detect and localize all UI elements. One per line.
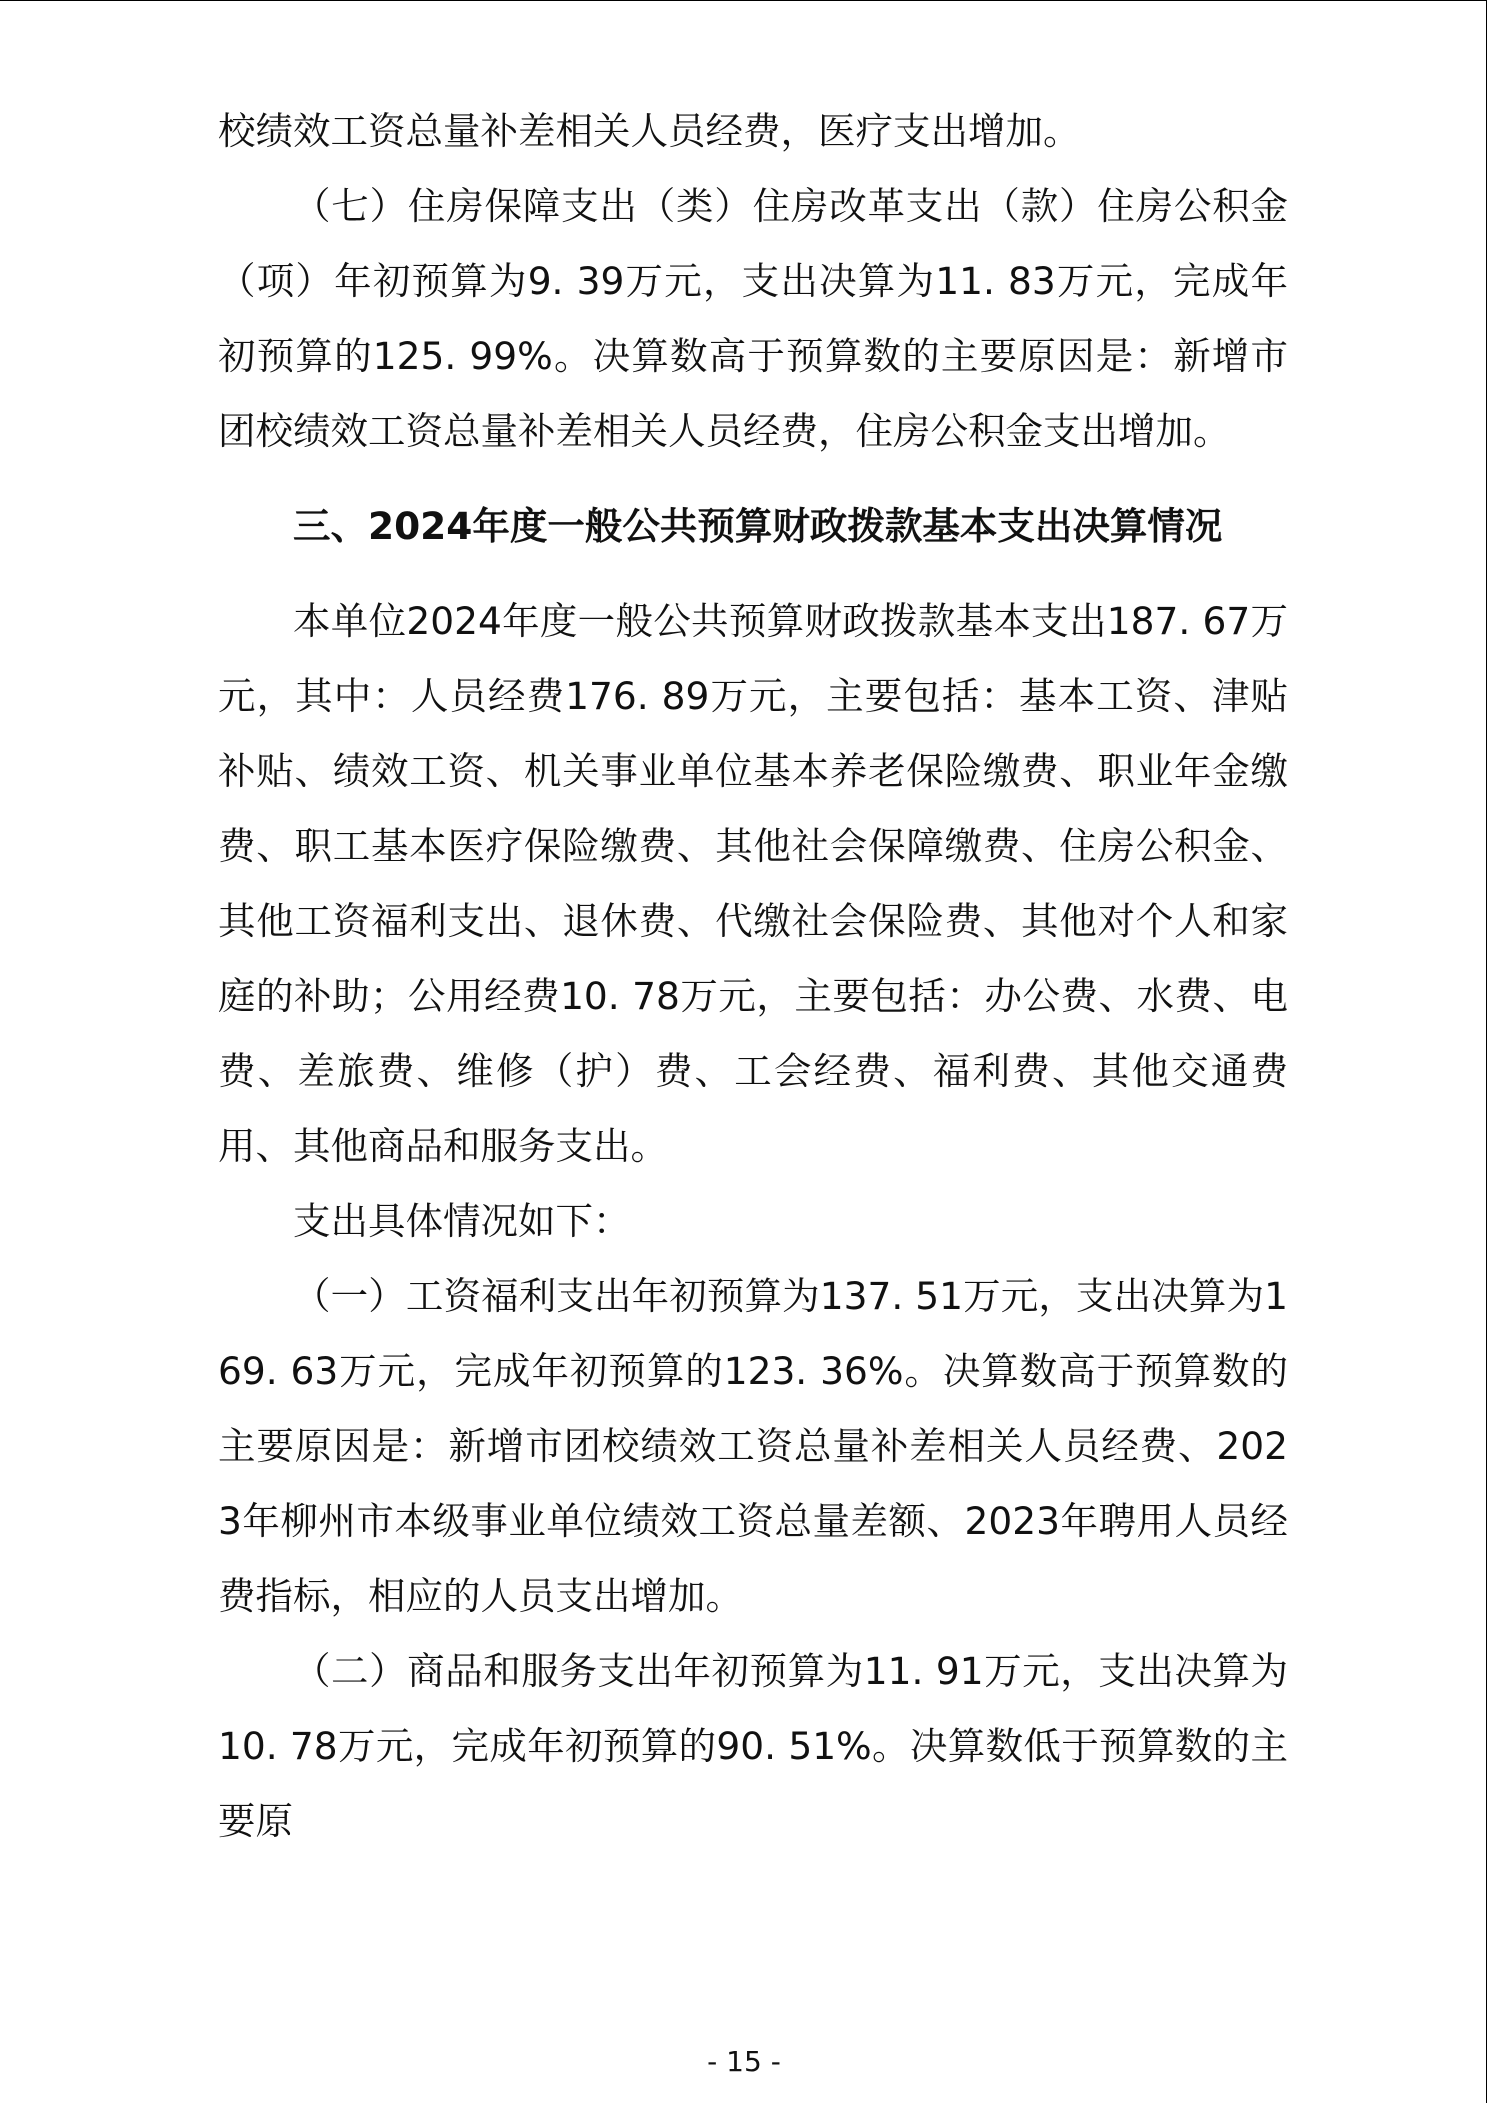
document-body	[218, 94, 1288, 1859]
paragraph-medical-continuation: 校绩效工资总量补差相关人员经费，医疗支出增加。	[218, 109, 1081, 153]
section-heading: 三、2024年度一般公共预算财政拨款基本支出决算情况	[293, 504, 1223, 548]
paragraph-goods-services: （二）商品和服务支出年初预算为11. 91万元，支出决算为10. 78万元，完成年初预算的90. 51%。决算数低于预算数的主要原	[218, 1649, 1288, 1843]
paragraph-basic-expenditure: 本单位2024年度一般公共预算财政拨款基本支出187. 67万元，其中：人员经费176. 89万元，主要包括：基本工资、津贴补贴、绩效工资、机关事业单位基本养老保险缴费、职业年金缴费、职工基本医疗保险缴费、其他社会保障缴费、住房公积金、其他工资福利支出、退休费、代缴社会保险费、其他对个人和家庭的补助；公用经费10. 78万元，主要包括：办公费、水费、电费、差旅费、维修（护）费、工会经费、福利费、其他交通费用、其他商品和服务支出。	[218, 599, 1288, 1168]
paragraph-housing-security: （七）住房保障支出（类）住房改革支出（款）住房公积金（项）年初预算为9. 39万元，支出决算为11. 83万元，完成年初预算的125. 99%。决算数高于预算数的主要原因是：新增市团校绩效工资总量补差相关人员经费，住房公积金支出增加。	[218, 184, 1288, 453]
paragraph-details-intro: 支出具体情况如下：	[293, 1199, 631, 1243]
page-number: - 15 -	[707, 2045, 781, 2078]
paragraph-wage-welfare: （一）工资福利支出年初预算为137. 51万元，支出决算为169. 63万元，完成年初预算的123. 36%。决算数高于预算数的主要原因是：新增市团校绩效工资总量补差相关人员经费、2023年柳州市本级事业单位绩效工资总量差额、2023年聘用人员经费指标，相应的人员支出增加。	[218, 1274, 1288, 1618]
